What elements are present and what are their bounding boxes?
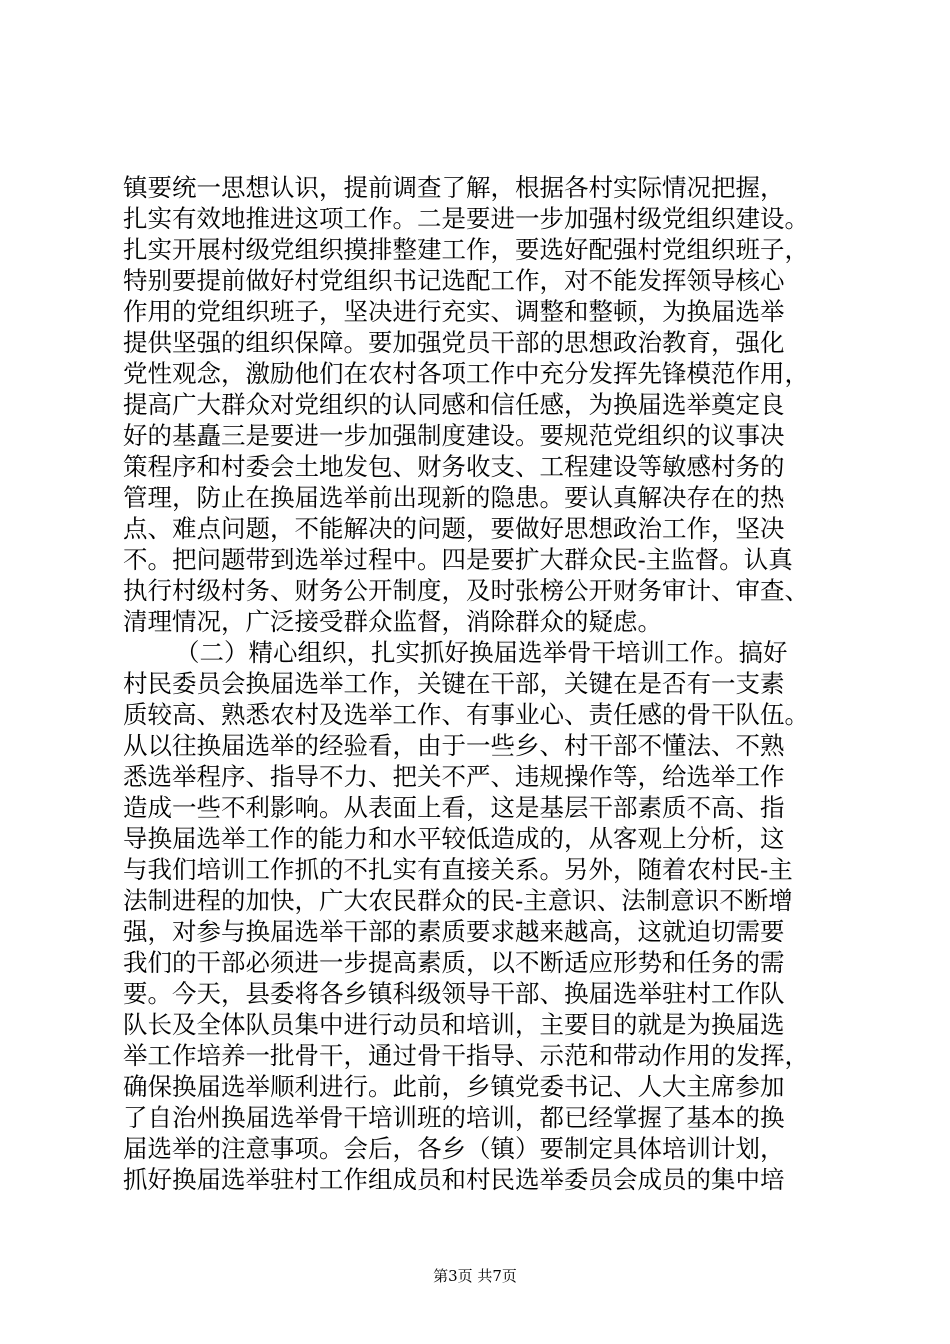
text-line: 提高广大群众对党组织的认同感和信任感，为换届选举奠定良 [123,390,785,419]
text-line: 导换届选举工作的能力和水平较低造成的，从客观上分析，这 [123,824,785,853]
text-line: （二）精心组织，扎实抓好换届选举骨干培训工作。搞好 [175,638,788,667]
document-body [123,172,843,1195]
text-line: 抓好换届选举驻村工作组成员和村民选举委员会成员的集中培 [123,1165,785,1194]
text-line: 造成一些不利影响。从表面上看，这是基层干部素质不高、指 [123,793,785,822]
text-line: 确保换届选举顺利进行。此前，乡镇党委书记、人大主席参加 [123,1072,785,1101]
text-line: 不。把问题带到选举过程中。四是要扩大群众民-主监督。认真 [123,545,793,574]
text-line: 扎实有效地推进这项工作。二是要进一步加强村级党组织建设。 [123,204,809,233]
text-line: 村民委员会换届选举工作，关键在干部，关键在是否有一支素 [123,669,785,698]
text-line: 悉选举程序、指导不力、把关不严、违规操作等，给选举工作 [123,762,785,791]
text-line: 举工作培养一批骨干，通过骨干指导、示范和带动作用的发挥， [123,1041,809,1070]
text-line: 强，对参与换届选举干部的素质要求越来越高，这就迫切需要 [123,917,785,946]
text-line: 党性观念，激励他们在农村各项工作中充分发挥先锋模范作用， [123,359,809,388]
text-line: 执行村级村务、财务公开制度，及时张榜公开财务审计、审查、 [123,576,809,605]
text-line: 与我们培训工作抓的不扎实有直接关系。另外，随着农村民-主 [123,855,793,884]
text-line: 点、难点问题，不能解决的问题，要做好思想政治工作，坚决 [123,514,785,543]
text-line: 要。今天，县委将各乡镇科级领导干部、换届选举驻村工作队 [123,979,785,1008]
text-line: 管理，防止在换届选举前出现新的隐患。要认真解决存在的热 [123,483,785,512]
text-line: 届选举的注意事项。会后，各乡（镇）要制定具体培训计划， [123,1134,785,1163]
text-line: 了自治州换届选举骨干培训班的培训，都已经掌握了基本的换 [123,1103,785,1132]
text-line: 队长及全体队员集中进行动员和培训，主要目的就是为换届选 [123,1010,785,1039]
text-line: 策程序和村委会土地发包、财务收支、工程建设等敏感村务的 [123,452,785,481]
text-line: 扎实开展村级党组织摸排整建工作，要选好配强村党组织班子， [123,235,809,264]
text-line: 质较高、熟悉农村及选举工作、有事业心、责任感的骨干队伍。 [123,700,809,729]
text-line: 镇要统一思想认识，提前调查了解，根据各村实际情况把握， [123,173,785,202]
text-line: 法制进程的加快，广大农民群众的民-主意识、法制意识不断增 [123,886,793,915]
text-line: 清理情况，广泛接受群众监督，消除群众的疑虑。 [123,607,662,636]
text-line: 从以往换届选举的经验看，由于一些乡、村干部不懂法、不熟 [123,731,785,760]
text-line: 我们的干部必须进一步提高素质，以不断适应形势和任务的需 [123,948,785,977]
page-footer [0,1266,950,1286]
text-line: 好的基矗三是要进一步加强制度建设。要规范党组织的议事决 [123,421,785,450]
text-line: 特别要提前做好村党组织书记选配工作，对不能发挥领导核心 [123,266,785,295]
page-number: 第3页 共7页 [433,1267,517,1285]
text-line: 提供坚强的组织保障。要加强党员干部的思想政治教育，强化 [123,328,785,357]
text-line: 作用的党组织班子，坚决进行充实、调整和整顿，为换届选举 [123,297,785,326]
